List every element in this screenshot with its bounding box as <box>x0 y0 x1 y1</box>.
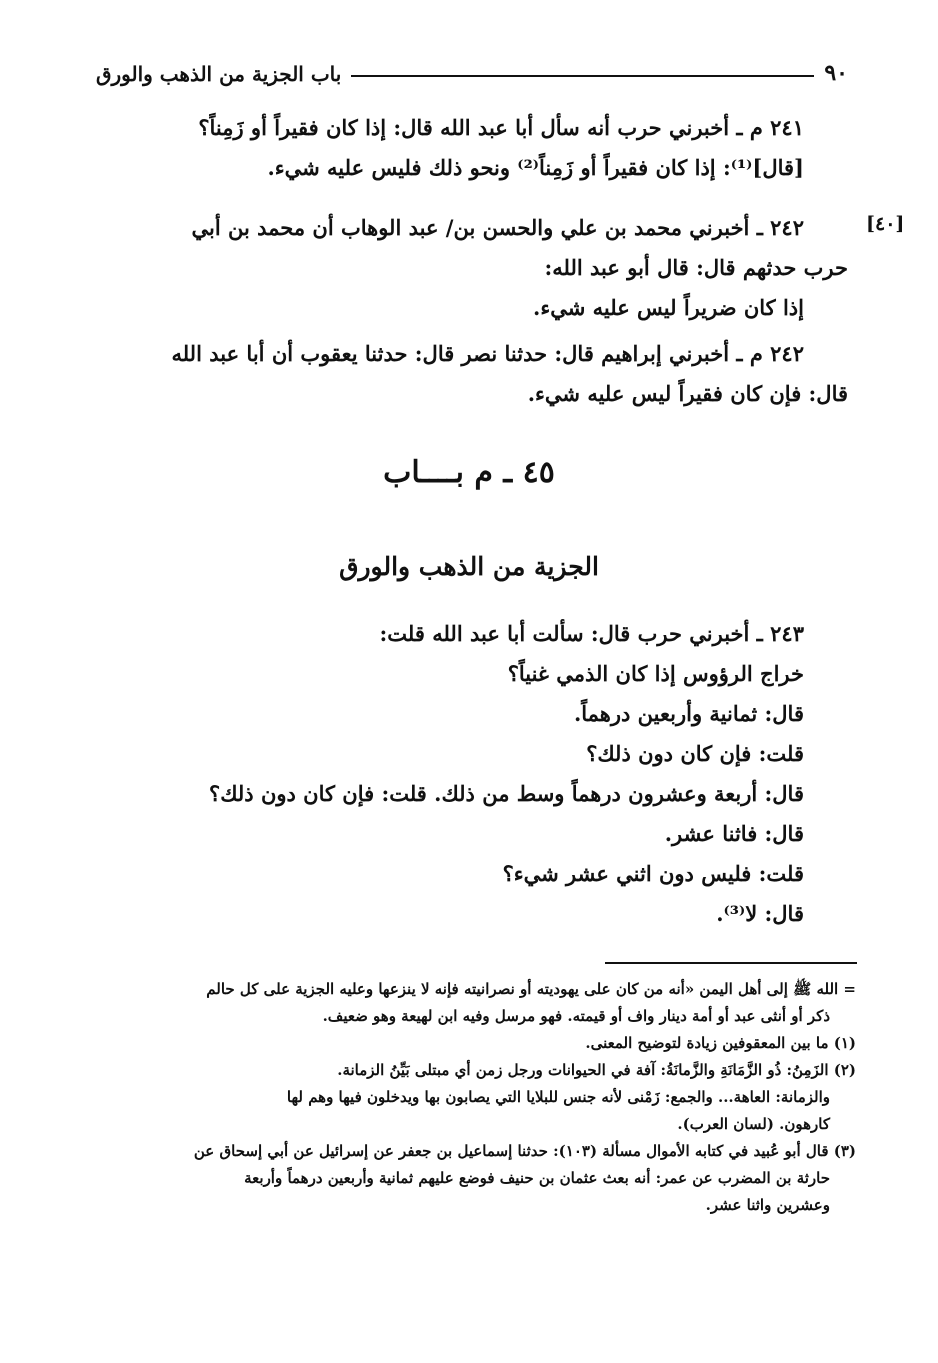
text-line: قال: ثمانية وأربعين درهماً. <box>573 701 804 726</box>
footnote-line: (٢) الزَمِنُ: ذُو الزَّمَانَةِ والزَّمانَةُ: آفة في الحيوانات ورجل زمن أي مبتلى بَيِّنُ الزمانة. <box>337 1061 856 1079</box>
text-line: حرب حدثهم قال: قال أبو عبد الله: <box>544 255 848 280</box>
entry-242m <box>88 334 848 414</box>
entry-242 <box>88 208 848 328</box>
footnote-line: (١) ما بين المعقوفين زيادة لتوضيح المعنى. <box>585 1034 856 1052</box>
text-line: ٢٤٢ م ـ أخبرني إبراهيم قال: حدثنا نصر قال: حدثنا يعقوب أن أبا عبد الله <box>171 341 804 366</box>
footnote-line: والزمانة: العاهة... والجمع: زَمْنى لأنه جنس للبلايا التي يصابون بها ويدخلون فيها وهم لها <box>286 1088 830 1106</box>
footnote-line: كارهون. (لسان العرب). <box>677 1115 830 1133</box>
footnote-line: ذكر أو أنثى عبد أو أمة دينار واف أو قيمته. فهو مرسل وفيه ابن لهيعة وهو ضعيف. <box>322 1007 830 1025</box>
text-line: ٢٤١ م ـ أخبرني حرب أنه سأل أبا عبد الله قال: إذا كان فقيراً أو زَمِناً؟ <box>198 115 804 140</box>
chapter-subtitle: الجزية من الذهب والورق <box>339 552 599 581</box>
footnote-line: = الله ﷺ إلى أهل اليمن «أنه من كان على يهوديته أو نصرانيته فإنه لا ينزعها وعليه الجزية على كل حالم <box>206 980 856 998</box>
text-line: قال: فاثنا عشر. <box>664 821 804 846</box>
text-line: خراج الرؤوس إذا كان الذمي غنياً؟ <box>507 661 804 686</box>
footnotes <box>86 976 856 1219</box>
footnote-line: حارثة بن المضرب عن عمر: أنه بعث عثمان بن حنيف فوضع عليهم ثمانية وأربعين درهماً وأربعة <box>244 1169 830 1187</box>
entry-241m <box>88 108 848 188</box>
chapter-title: ٤٥ ـ م بــــاب <box>383 455 555 490</box>
running-title: باب الجزية من الذهب والورق <box>96 62 342 86</box>
margin-reference: [٤٠] <box>866 213 905 235</box>
footnote-rule <box>605 962 857 964</box>
text-line: قلت: فإن كان دون ذلك؟ <box>586 741 804 766</box>
page-header <box>96 52 848 86</box>
header-rule <box>351 75 814 77</box>
text-line: قلت: فليس دون اثني عشر شيء؟ <box>502 861 804 886</box>
text-line: قال: أربعة وعشرون درهماً وسط من ذلك. قلت: فإن كان دون ذلك؟ <box>209 781 804 806</box>
text-line: إذا كان ضريراً ليس عليه شيء. <box>533 295 804 320</box>
text-line: قال: فإن كان فقيراً ليس عليه شيء. <box>527 381 848 406</box>
text-line: [قال]⁽¹⁾: إذا كان فقيراً أو زَمِناً⁽²⁾ ونحو ذلك فليس عليه شيء. <box>267 155 804 180</box>
text-line: ٢٤٢ ـ أخبرني محمد بن علي والحسن بن/ عبد الوهاب أن محمد بن أبي <box>191 215 804 240</box>
text-line: قال: لا⁽³⁾. <box>716 901 804 926</box>
footnote-line: وعشرين واثنا عشر. <box>705 1196 830 1214</box>
page-number: ٩٠ <box>824 60 848 86</box>
entry-243 <box>88 614 848 934</box>
footnote-line: (٣) قال أبو عُبيد في كتابه الأموال مسألة (١٠٣): حدثنا إسماعيل بن جعفر عن إسرائيل عن أبي إسحاق عن <box>193 1142 856 1160</box>
text-line: ٢٤٣ ـ أخبرني حرب قال: سألت أبا عبد الله قلت: <box>379 621 804 646</box>
